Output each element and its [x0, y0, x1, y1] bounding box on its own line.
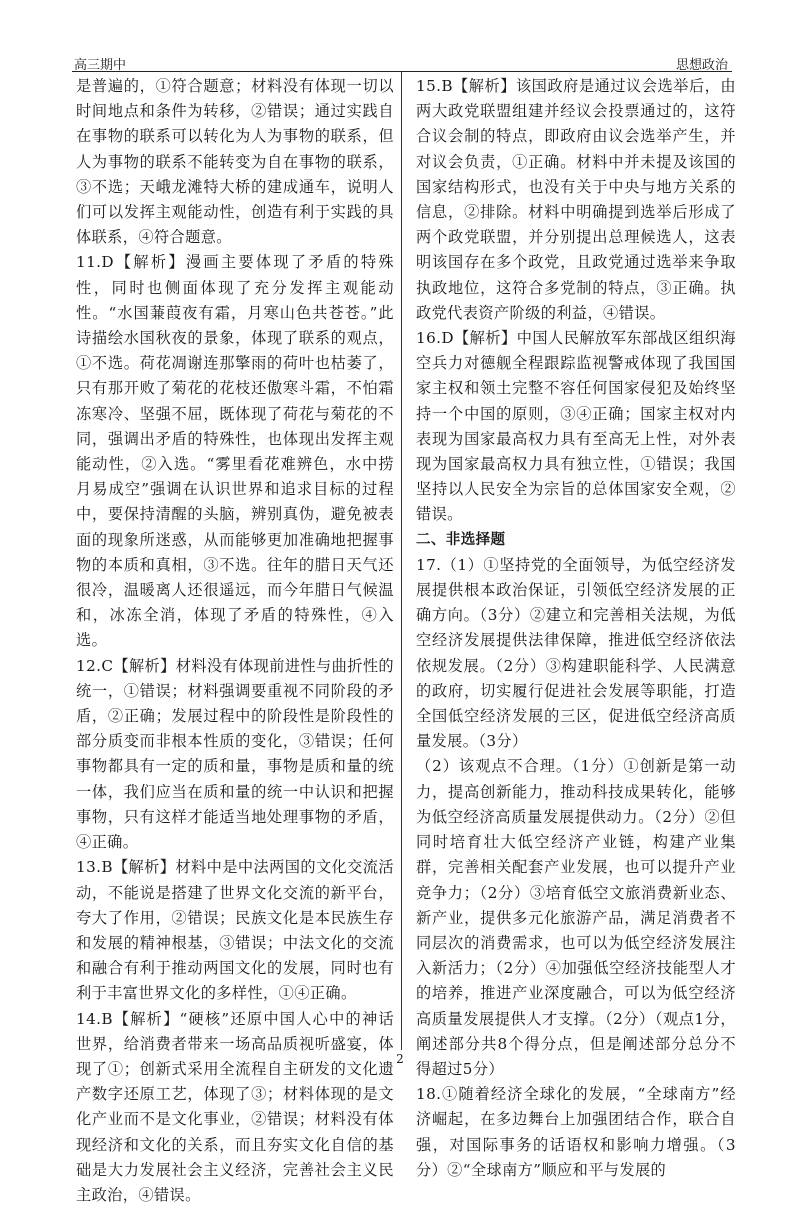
header-subject-label: 思想政治	[675, 58, 728, 73]
answer-12: 12.C【解析】材料没有体现前进性与曲折性的统一，①错误；材料强调要重视不同阶段的矛盾，②正确；发展过程中的阶段性是阶段性的部分质变而非根本性质的变化，③错误；任何事物都具有一定的质和量，事物是质和量的统一体，我们应当在质和量的统一中认识和把握事物，只有这样才能适当地处理事物的矛盾，④正确。	[76, 656, 394, 852]
answer-14: 14.B【解析】“硬核”还原中国人心中的神话世界，给消费者带来一场高品质视听盛宴，体现了①；创新式采用全流程自主研发的文化遗产数字还原工艺，体现了③；材料体现的是文化产业而不是文化事业，②错误；材料没有体现经济和文化的关系，而且夯实文化自信的基础是大力发展社会主义经济，完善社会主义民主政治，④错误。	[76, 1009, 394, 1204]
answer-10-continued: 是普遍的，①符合题意；材料没有体现一切以时间地点和条件为转移，②错误；通过实践自在事物的联系可以转化为人为事物的联系，但人为事物的联系不能转变为自在事物的联系，③不选；天峨龙滩特大桥的建成通车，说明人们可以发挥主观能动性，创造有利于实践的具体联系，④符合题意。	[76, 77, 394, 247]
left-column	[76, 74, 394, 1208]
answer-17-part-2: （2）该观点不合理。（1分）①创新是第一动力，提高创新能力，推动科技成果转化，能够为低空经济高质量发展提供动力。（2分）②但同时培育壮大低空经济产业链，构建产业集群，完善相关配套产业发展，也可以提升产业竞争力；（2分）③培育低空文旅消费新业态、新产业，提供多元化旅游产品，满足消费者不同层次的消费需求，也可以为低空经济发展注入新活力；（2分）④加强低空经济技能型人才的培养，推进产业深度融合，可以为低空经济高质量发展提供人才支撑。（2分）（观点1分，阐述部分共8个得分点，但是阐述部分总分不得超过5分）	[416, 757, 736, 1078]
header-grade-label: 高三期中	[74, 58, 127, 73]
header-rule	[72, 71, 732, 72]
answer-18: 18.①随着经济全球化的发展，“全球南方”经济崛起，在多边舞台上加强团结合作，联合自强，对国际事务的话语权和影响力增强。（3分）②“全球南方”顺应和平与发展的	[416, 1085, 736, 1179]
answer-17-part-1: 17.（1）①坚持党的全面领导，为低空经济发展提供根本政治保证，引领低空经济发展的正确方向。（3分）②建立和完善相关法规，为低空经济发展提供法律保障，推进低空经济依法依规发展。（2分）③构建职能科学、人民满意的政府，切实履行促进社会发展等职能，打造全国低空经济发展的三区，促进低空经济高质量发展。（3分）	[416, 555, 736, 751]
answer-13: 13.B【解析】材料中是中法两国的文化交流活动，不能说是搭建了世界文化交流的新平台，夸大了作用，②错误；民族文化是本民族生存和发展的精神根基，③错误；中法文化的交流和融合有利于推动两国文化的发展，同时也有利于丰富世界文化的多样性，①④正确。	[76, 858, 394, 1003]
column-divider	[401, 72, 402, 1050]
answer-15: 15.B【解析】该国政府是通过议会选举后，由两大政党联盟组建并经议会投票通过的，这符合议会制的特点，即政府由议会选举产生，并对议会负责，①正确。材料中并未提及该国的国家结构形式，也没有关于中央与地方关系的信息，②排除。材料中明确提到选举后形成了两个政党联盟，并分别提出总理候选人，这表明该国存在多个政党，且政党通过选举来争取执政地位，这符合多党制的特点，③正确。执政党代表资产阶级的利益，④错误。	[416, 77, 736, 322]
right-column	[416, 74, 736, 1183]
page-number: 2	[396, 1052, 404, 1066]
answer-16: 16.D【解析】中国人民解放军东部战区组织海空兵力对德舰全程跟踪监视警戒体现了我国国家主权和领土完整不容任何国家侵犯及始终坚持一个中国的原则，③④正确；国家主权对内表现为国家最高权力具有至高无上性，对外表现为国家最高权力具有独立性，①错误；我国坚持以人民安全为宗旨的总体国家安全观，②错误。	[416, 329, 736, 524]
answer-11: 11.D【解析】漫画主要体现了矛盾的特殊性，同时也侧面体现了充分发挥主观能动性。“水国蒹葭夜有霜，月寒山色共苍苍。”此诗描绘水国秋夜的景象，体现了联系的观点，①不选。荷花凋谢连那擎雨的荷叶也枯萎了，只有那开败了菊花的花枝还傲寒斗霜，不怕霜冻寒冷、坚强不屈，既体现了荷花与菊花的不同，强调出矛盾的特殊性，也体现出发挥主观能动性，②入选。“雾里看花难辨色，水中捞月易成空”强调在认识世界和追求目标的过程中，要保持清醒的头脑，辨别真伪，避免被表面的现象所迷惑，从而能够更加准确地把握事物的本质和真相，③不选。往年的腊日天气还很冷，温暖离人还很遥远，而今年腊日气候温和，冰冻全消，体现了矛盾的特殊性，④入选。	[76, 253, 394, 650]
section-heading-non-choice: 二、非选择题	[416, 531, 506, 548]
